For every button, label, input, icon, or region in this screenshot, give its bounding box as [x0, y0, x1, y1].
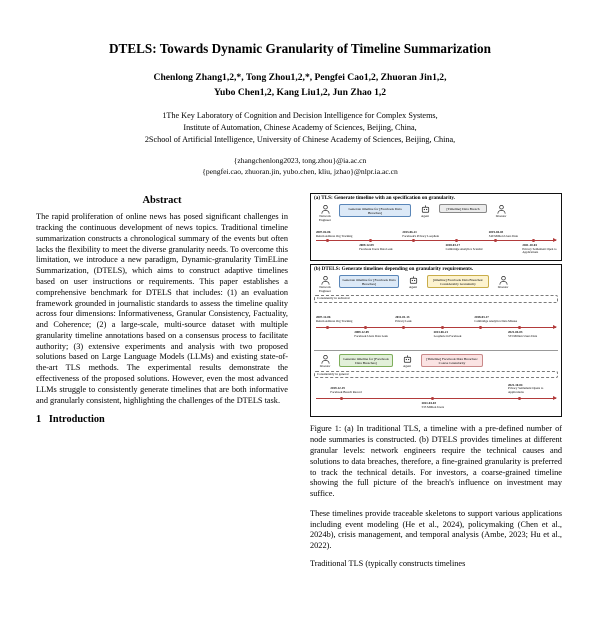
timeline-event — [446, 244, 492, 251]
timeline-node — [326, 239, 329, 242]
event-text: Facebook Users Data Leak — [359, 246, 393, 251]
panel-b-fine-timeline — [316, 307, 556, 347]
timeline-node — [532, 239, 535, 242]
timeline-event — [522, 244, 568, 255]
panel-a-input-chip: Generate timeline for [Facebook Data Breaches] — [339, 204, 411, 217]
email-block — [40, 155, 560, 178]
timeline-event — [422, 402, 468, 409]
timeline-event — [330, 387, 376, 394]
event-date: 2011-01-13 — [395, 314, 410, 319]
section-title: Introduction — [48, 414, 105, 426]
event-date: 2019-12-19 — [330, 386, 345, 391]
figure-panel-a — [310, 193, 562, 261]
event-date: 2021-04-03 — [508, 330, 523, 335]
timeline-node — [441, 326, 444, 329]
event-text: Loophole in Facebook — [433, 333, 462, 338]
email-line-1: {zhangchenlong2023, tong.zhou}@ia.ac.cn — [233, 155, 367, 165]
right-column — [310, 191, 562, 577]
figure-caption: Figure 1: (a) In traditional TLS, a timeline with a pre-defined number of node summaries is constructed. (b) DTELS provides timelines at different granular levels: network engineers require the technical causes and solutions to data breaches, therefore, a fine-grained granularity is preferred to track the technical details. For investors, a coarse-grained timeline showing the full picture of the breach's influence on investment may suffice. — [310, 424, 562, 499]
panel-b-label: (b) DTELS: Generate timelines depending on granularity requirements. — [314, 266, 474, 273]
two-column-body — [36, 191, 564, 577]
timeline-node — [412, 239, 415, 242]
timeline-node — [455, 239, 458, 242]
fine-granularity-constraint: Consistently in technical — [314, 295, 558, 303]
panel-b-coarse-input-chip: Generate timeline for [Facebook Data Breaches] — [339, 354, 393, 367]
timeline-node — [431, 397, 434, 400]
panel-divider — [314, 350, 558, 351]
actor-label: Agent — [402, 364, 412, 369]
actor-agent-b — [402, 275, 424, 290]
figure-1 — [310, 193, 562, 417]
left-column — [36, 191, 288, 577]
panel-b-coarse-timeline — [316, 382, 556, 412]
actor-network-engineer — [314, 204, 336, 222]
abstract-heading: Abstract — [142, 195, 182, 207]
timeline-event — [489, 231, 535, 238]
timeline-node — [479, 326, 482, 329]
event-text: Cambridge Analytica Data Misuse — [474, 318, 518, 323]
actor-label: Network Engineer — [319, 285, 331, 293]
timeline-node — [326, 326, 329, 329]
event-date: 2007-02-06 — [316, 230, 331, 235]
timeline-event — [434, 331, 480, 338]
timeline-event — [316, 231, 362, 238]
timeline-node — [364, 326, 367, 329]
event-date: 2019-04-03 — [488, 230, 504, 235]
actor-label: Agent — [408, 285, 418, 290]
timeline-event — [508, 331, 554, 338]
event-date: 2018-03-17 — [474, 314, 489, 319]
actor-network-engineer-b — [314, 275, 336, 293]
right-column-text — [310, 509, 562, 570]
event-date: 2021-10-04 — [508, 382, 523, 387]
timeline-node — [340, 397, 343, 400]
timeline-node — [369, 239, 372, 242]
event-text: Facebook Breach Record — [330, 389, 362, 394]
actor-label: Investor — [319, 364, 331, 369]
affiliation-1: 1The Key Laboratory of Cognition and Decision Intelligence for Complex Systems, — [162, 110, 438, 120]
panel-a-timeline — [316, 226, 556, 256]
event-text: Facebook's Privacy Loophole — [402, 233, 440, 238]
section-number: 1 — [36, 414, 42, 426]
panel-b-input-chip: Generate timeline for [Facebook Data Breaches] — [339, 275, 399, 288]
panel-b-coarse-row — [314, 354, 558, 369]
panel-b-output-chip-coarse: [Timeline] Facebook Data Breaches: Coarse Granularity — [421, 354, 483, 367]
panel-b-top-row — [314, 275, 558, 293]
timeline-node — [494, 239, 497, 242]
event-date: 2013-06-21 — [402, 230, 417, 235]
figure-panel-b — [310, 264, 562, 417]
actor-label: Network Engineer — [319, 214, 331, 222]
actor-label: Agent — [420, 214, 430, 219]
event-date: 2021-04-03 — [421, 401, 437, 406]
panel-a-label: (a) TLS: Generate timeline with an specification on granularity. — [314, 195, 455, 202]
timeline-event — [359, 244, 405, 251]
panel-a-top-row — [314, 204, 558, 222]
section-introduction — [36, 414, 288, 425]
event-text: 540 Million Users Data — [488, 233, 518, 238]
actor-agent-coarse — [396, 354, 418, 369]
event-date: 2009-12-09 — [359, 243, 374, 248]
panel-a-output-chip: [Timeline] Data Breach — [439, 204, 487, 213]
event-date: 2009-12-09 — [354, 330, 369, 335]
timeline-node — [402, 326, 405, 329]
timeline-event — [395, 316, 441, 323]
timeline-event — [354, 331, 400, 338]
abstract-text — [36, 212, 288, 406]
event-text: 533 Million Users Data — [508, 333, 538, 338]
email-line-2: {pengfei.cao, zhuoran.jin, yubo.chen, kliu, jzhao}@nlpr.ia.ac.cn — [202, 166, 398, 176]
timeline-axis — [316, 240, 556, 241]
timeline-event — [402, 231, 448, 238]
actor-label: Investor — [497, 285, 509, 290]
coarse-granularity-constraint: Considerably in general — [314, 371, 558, 379]
event-text: Return Address Org Tracking — [316, 233, 353, 238]
paragraph: These timelines provide traceable skeletons to support various applications including event modeling (He et al., 2024), policymaking (Chen et al., 2024b), crisis management, and temporal analysis (Ambe, 2023; Hu et al., 2022). — [310, 508, 562, 551]
abstract-paragraph: The rapid proliferation of online news has posed significant challenges in tracking the continuous development of news topics. Traditional timeline summarization constructs a chronological summary of the events but often lacks the flexibility to meet the diverse granularity needs. To overcome this limitation, we introduce a new paradigm, Dynamic-granularity TimELine Summarization, (DTELS), which aims to construct adaptive timelines based on user instructions or requirements. This paper establishes a comprehensive benchmark for DTELS that includes: (1) an evaluation framework grounded in journalistic standards to assess the timeline quality across four dimensions: Informativeness, Granular Consistency, Factuality, and Coherence; (2) a large-scale, multi-source dataset with multiple granularity timeline annotations based on a consensus process to facilitate authority; (3) extensive experiments and analysis with two proposed solutions based on Large Language Models (LLMs) and existing state-of-the-art TLS methods. The experimental results demonstrate the effectiveness of the proposed solutions. However, even the most advanced LLMs struggle to consistently generate timelines that are both informative and granularly consistent, highlighting the challenges of the DTELS task. — [36, 212, 288, 405]
actor-investor-coarse — [314, 354, 336, 369]
event-text: Facebook Users Data Leak — [354, 333, 388, 338]
timeline-node — [518, 326, 521, 329]
page-title: DTELS: Towards Dynamic Granularity of Timeline Summarization — [109, 41, 491, 56]
event-text: Cambridge Analytica Scandal — [445, 246, 483, 251]
authors-line-2: Yubo Chen1,2, Kang Liu1,2, Jun Zhao 1,2 — [213, 87, 387, 99]
event-text: Return Address Org Tracking — [316, 318, 353, 323]
authors-line-1: Chenlong Zhang1,2,*, Tong Zhou1,2,*, Pengfei Cao1,2, Zhuoran Jin1,2, — [153, 72, 447, 84]
paper-page — [0, 40, 600, 640]
event-date: 2018-03-17 — [445, 243, 461, 248]
timeline-event — [474, 316, 520, 323]
affiliation-2: Institute of Automation, Chinese Academy of Sciences, Beijing, China, — [183, 122, 417, 132]
event-date: 2007-12-06 — [316, 314, 331, 319]
paragraph: Traditional TLS (typically constructs timelines — [310, 559, 466, 569]
affiliation-3: 2School of Artificial Intelligence, University of Chinese Academy of Sciences, Beijing, China, — [144, 134, 456, 144]
author-list — [40, 71, 560, 101]
event-date: 2013-06-21 — [433, 330, 449, 335]
panel-b-output-chip-fine: [timeline] Facebook Data Breaches: Considerably Granularity — [427, 275, 489, 288]
event-date: 2021-10-04 — [522, 243, 537, 248]
event-text: Privacy Leak — [395, 318, 412, 323]
event-text: Privacy Settlement Opens to Applications — [508, 386, 544, 394]
actor-investor-b — [492, 275, 514, 290]
timeline-event — [508, 384, 554, 395]
event-text: 533 Million Users — [421, 405, 445, 409]
event-text: Privacy Settlement Open to Applications — [522, 246, 557, 255]
actor-agent-a — [414, 204, 436, 219]
timeline-node — [518, 397, 521, 400]
actor-investor — [490, 204, 512, 219]
affiliations — [46, 110, 554, 146]
actor-label: Investor — [495, 214, 507, 219]
timeline-event — [316, 316, 362, 323]
